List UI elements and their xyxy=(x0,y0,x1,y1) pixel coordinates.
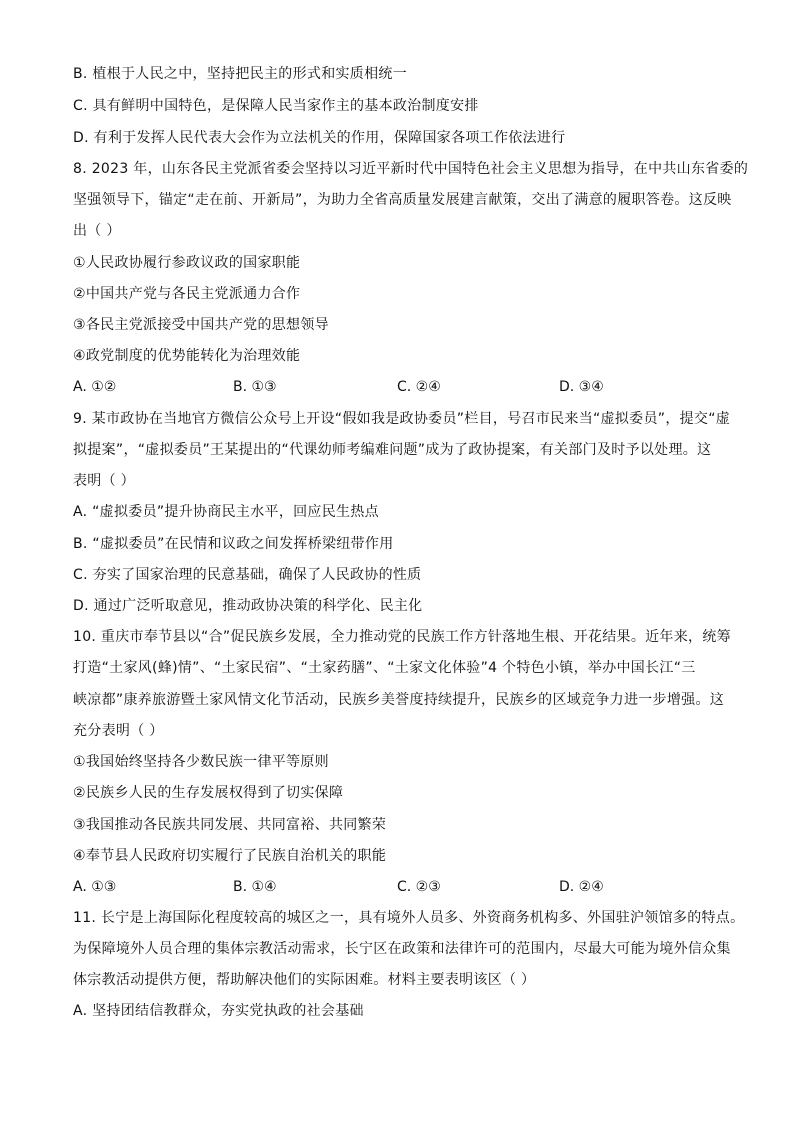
q10-choice-d: D. ②④ xyxy=(559,879,604,895)
q10-stem-line-4: 充分表明（ ） xyxy=(73,723,164,739)
q8-choice-d: D. ③④ xyxy=(559,379,604,395)
q7-option-d: D. 有利于发挥人民代表大会作为立法机关的作用，保障国家各项工作依法进行 xyxy=(73,130,566,146)
q8-statement-4: ④政党制度的优势能转化为治理效能 xyxy=(73,348,301,364)
q8-statement-2: ②中国共产党与各民主党派通力合作 xyxy=(73,286,301,302)
q11-stem-line-1: 11. 长宁是上海国际化程度较高的城区之一，具有境外人员多、外资商务机构多、外国驻沪领馆多的特点。 xyxy=(73,910,745,926)
q8-choice-b: B. ①③ xyxy=(233,379,277,395)
q8-stem-line-1: 8. 2023 年，山东各民主党派省委会坚持以习近平新时代中国特色社会主义思想为指导，在中共山东省委的 xyxy=(73,161,749,177)
q9-option-a: A. “虚拟委员”提升协商民主水平，回应民生热点 xyxy=(73,504,379,520)
q10-choice-a: A. ①③ xyxy=(73,879,117,895)
q10-choice-b: B. ①④ xyxy=(233,879,277,895)
q10-statement-2: ②民族乡人民的生存发展权得到了切实保障 xyxy=(73,785,344,801)
q8-stem-line-3: 出（ ） xyxy=(73,223,121,239)
q8-choice-c: C. ②④ xyxy=(397,379,441,395)
q11-stem-line-2: 为保障境外人员合理的集体宗教活动需求，长宁区在政策和法律许可的范围内，尽最大可能为境外信众集 xyxy=(73,941,731,957)
q10-choice-c: C. ②③ xyxy=(397,879,441,895)
q11-stem-line-3: 体宗教活动提供方便，帮助解决他们的实际困难。材料主要表明该区（ ） xyxy=(73,972,536,988)
q10-stem-line-2: 打造“土家风(蜂)情”、“土家民宿”、“土家药膳”、“土家文化体验”4 个特色小镇，举办中国长江“三 xyxy=(73,660,696,676)
q8-statement-1: ①人民政协履行参政议政的国家职能 xyxy=(73,255,301,271)
q10-statement-3: ③我国推动各民族共同发展、共同富裕、共同繁荣 xyxy=(73,817,387,833)
q10-stem-line-1: 10. 重庆市奉节县以“合”促民族乡发展，全力推动党的民族工作方针落地生根、开花结果。近年来，统筹 xyxy=(73,629,731,645)
q9-stem-line-1: 9. 某市政协在当地官方微信公众号上开设“假如我是政协委员”栏目，号召市民来当“虚拟委员”，提交“虚 xyxy=(73,411,731,427)
q8-choices xyxy=(73,377,733,397)
q10-statement-4: ④奉节县人民政府切实履行了民族自治机关的职能 xyxy=(73,848,387,864)
q10-choices xyxy=(73,877,733,897)
q9-stem-line-2: 拟提案”，“虚拟委员”王某提出的“代课幼师考编难问题”成为了政协提案，有关部门及时予以处理。这 xyxy=(73,442,712,458)
q10-statement-1: ①我国始终坚持各少数民族一律平等原则 xyxy=(73,754,329,770)
q9-option-c: C. 夯实了国家治理的民意基础，确保了人民政协的性质 xyxy=(73,567,422,583)
q7-option-c: C. 具有鲜明中国特色，是保障人民当家作主的基本政治制度安排 xyxy=(73,98,479,114)
q10-stem-line-3: 峡凉都”康养旅游暨土家风情文化节活动，民族乡美誉度持续提升，民族乡的区域竞争力进一步增强。这 xyxy=(73,692,725,708)
q7-option-b: B. 植根于人民之中，坚持把民主的形式和实质相统一 xyxy=(73,66,408,82)
q9-option-b: B. “虚拟委员”在民情和议政之间发挥桥梁纽带作用 xyxy=(73,536,394,552)
q8-statement-3: ③各民主党派接受中国共产党的思想领导 xyxy=(73,317,329,333)
q8-stem-line-2: 坚强领导下，锚定“走在前、开新局”，为助力全省高质量发展建言献策，交出了满意的履职答卷。这反映 xyxy=(73,192,732,208)
q8-choice-a: A. ①② xyxy=(73,379,117,395)
q11-option-a: A. 坚持团结信教群众，夯实党执政的社会基础 xyxy=(73,1003,364,1019)
q9-stem-line-3: 表明（ ） xyxy=(73,473,135,489)
q9-option-d: D. 通过广泛听取意见，推动政协决策的科学化、民主化 xyxy=(73,598,423,614)
